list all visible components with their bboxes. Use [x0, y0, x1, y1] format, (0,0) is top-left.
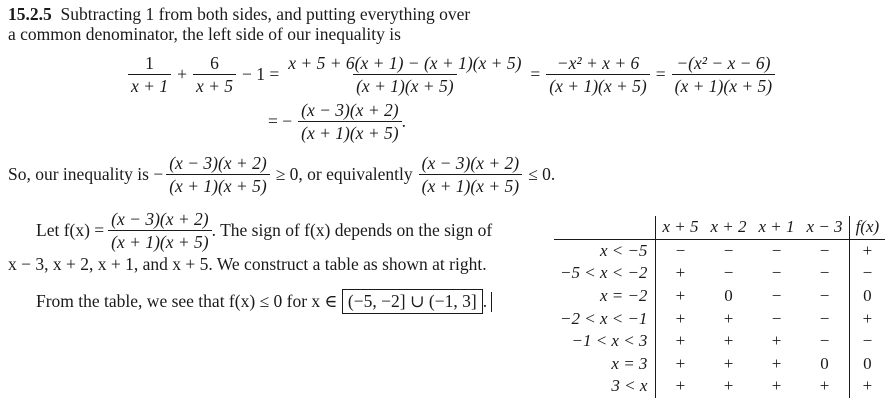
table-row: x = 3 + + + 0 0 [554, 353, 885, 376]
table-row: −2 < x < −1 + + − − + [554, 307, 885, 330]
header-x-plus-2: x + 2 [704, 216, 752, 239]
fraction-1-over-x-plus-1: $\frac{1}{x + 1}$ [128, 54, 171, 96]
intro-line-1 [8, 4, 470, 25]
answer-box-edge [488, 292, 492, 312]
fraction-combined: $\frac{x + 5 + 6(x + 1) - (x + 1)(x + 5)}{(x + 1)(x + 5)}$ [288, 53, 522, 97]
problem-number: 15.2.5 [8, 4, 52, 24]
inequality-line: So, our inequality is − $\frac{(x - 3)(x + 2)}{(x + 1)(x + 5)}$ ≥ 0, or equivalently $\frac{(x - 3)(x + 2)}{(x + 1)(x + 5)}$ ≤ 0. [8, 153, 556, 197]
define-fraction: $\frac{(x - 3)(x + 2)}{(x + 1)(x + 5)}$ [108, 210, 211, 252]
sign-table-header [554, 216, 885, 239]
intro-text-1: Subtracting 1 from both sides, and putting everything over [60, 4, 471, 24]
equation-1: $\frac{1}{x + 1}$ + $\frac{6}{x + 5}$ − 1 = $\frac{x + 5 + 6(x + 1) - (x + 1)(x + 5)}{(x + 1)(x + 5)}$ = $\frac{\text{−x² + x + 6}}{(x + 1)(x + 5)}$ = $\frac{\text{−(x² − x − 6)}}{(x + 1)(x + 5)}$ [128, 54, 775, 96]
table-row: x = −2 + 0 − − 0 [554, 285, 885, 308]
table-row: x < −5 − − − − + [554, 239, 885, 262]
inequality-fraction-2: $\frac{(x - 3)(x + 2)}{(x + 1)(x + 5)}$ [419, 154, 522, 196]
conclusion-line: From the table, we see that f(x) ≤ 0 for x ∈ (−5, −2] ∪ (−1, 3] . [36, 289, 492, 314]
fraction-6-over-x-plus-5: $\frac{6}{x + 5}$ [193, 54, 236, 96]
table-row: 3 < x + + + + + [554, 375, 885, 398]
fraction-final: $\frac{(x - 3)(x + 2)}{(x + 1)(x + 5)}$ [298, 101, 401, 143]
equation-2: = − $\frac{(x - 3)(x + 2)}{(x + 1)(x + 5)}$ . [268, 100, 406, 144]
header-x-plus-1: x + 1 [753, 216, 801, 239]
header-x-minus-3: x − 3 [801, 216, 850, 239]
intro-line-2: a common denominator, the left side of our inequality is [8, 24, 401, 44]
header-f-of-x: f(x) [849, 216, 885, 239]
answer-box: (−5, −2] ∪ (−1, 3] [342, 289, 483, 314]
fraction-factored-negative: $\frac{\text{−(x² − x − 6)}}{(x + 1)(x + 5)}$ [672, 54, 775, 96]
table-row: −1 < x < 3 + + + − − [554, 330, 885, 353]
define-line: Let f(x) = $\frac{(x - 3)(x + 2)}{(x + 1)(x + 5)}$ . The sign of f(x) depends on the sign of [36, 209, 493, 253]
header-x-plus-5: x + 5 [656, 216, 705, 239]
inequality-fraction-1: $\frac{(x - 3)(x + 2)}{(x + 1)(x + 5)}$ [166, 154, 269, 196]
define-line-2: x − 3, x + 2, x + 1, and x + 5. We construct a table as shown at right. [8, 254, 487, 274]
sign-table [554, 216, 885, 398]
table-row: −5 < x < −2 + − − − − [554, 262, 885, 285]
fraction-expanded: $\frac{\text{−x² + x + 6}}{(x + 1)(x + 5)}$ [546, 54, 649, 96]
